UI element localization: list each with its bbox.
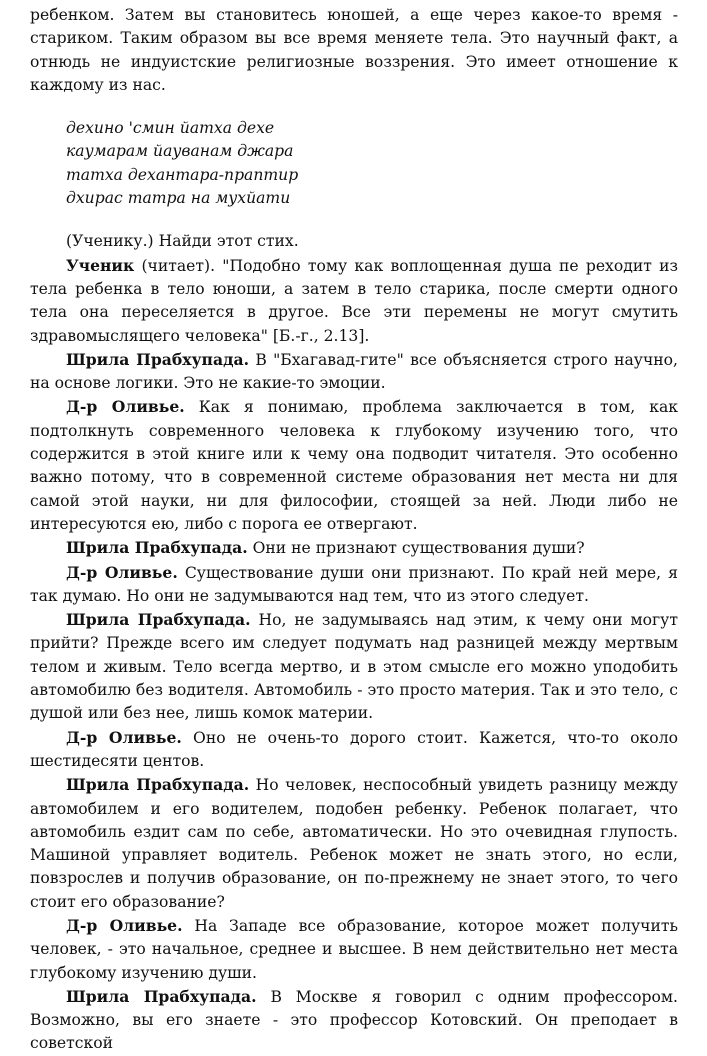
verse-line: каумарам йауванам джара <box>66 142 294 161</box>
verse-line: татха дехантара-праптир <box>66 165 299 184</box>
dialogue-paragraph <box>30 985 678 1056</box>
dialogue-paragraph <box>30 230 678 253</box>
sanskrit-verse <box>66 117 678 210</box>
speaker-name: Шрила Прабхупада. <box>66 610 251 630</box>
paragraph-text: Оно не очень-то дорого стоит. Кажется, что-то около шестидесяти центов. <box>30 728 678 770</box>
dialogue-paragraph <box>30 348 678 396</box>
speaker-name: Шрила Прабхупада. <box>66 538 248 558</box>
speaker-name: Д-р Оливье. <box>66 562 178 582</box>
paragraph-text: Но человек, неспособный увидеть разницу между автомобилем и его водителем, подобен ребенку. Ребенок полагает, что автомобиль ездит сам по себе, автоматически. Но это очевидная глупость. Машиной управляет водитель. Ребенок может не знать этого, но если, повзрослев и получив образование, он по-прежнему не знает этого, то чего стоит его образование? <box>30 776 678 911</box>
dialogue-paragraph <box>30 561 678 609</box>
paragraph-text: (читает). "Подобно тому как воплощенная душа пе реходит из тела ребенка в тело юноши, а затем в тело старика, после смерти одного тела она переселяется в другое. Все эти перемены не могут смутить здравомыслящего человека" [Б.-г., 2.13]. <box>30 256 678 345</box>
speaker-name: Шрила Прабхупада. <box>66 349 249 369</box>
paragraph-text: Но, не задумываясь над этим, к чему они могут прийти? Прежде всего им следует подумать над разницей между мертвым телом и живым. Тело всегда мертво, и в этом смысле его можно уподобить автомобилю без водителя. Автомобиль - это просто материя. Так и это тело, с душой или без нее, лишь комок материи. <box>30 611 678 723</box>
verse-line: дхирас татра на мухйати <box>66 189 291 208</box>
speaker-name: Шрила Прабхупада. <box>66 986 257 1006</box>
dialogue-paragraph <box>30 608 678 725</box>
opening-paragraph: ребенком. Затем вы становитесь юношей, а еще через какое-то время - стариком. Таким образом вы все время меняете тела. Это научный факт, а отнюдь не индуистские религиозные воззрения. Это имеет отношение к каждому из нас. <box>30 6 678 94</box>
dialogue-paragraph <box>30 773 678 914</box>
paragraph-text: Как я понимаю, проблема заключается в том, как подтолкнуть современного человека к глубокому изучению того, что содержится в этой книге или к чему она подводит читателя. Это особенно важно потому, что в современной системе образования нет места ни для самой этой науки, ни для философии, стоящей за ней. Люди либо не интересуются ею, либо с порога ее отвергают. <box>30 398 678 533</box>
paragraph-text: (Ученику.) Найди этот стих. <box>66 232 299 251</box>
speaker-name: Ученик <box>66 255 135 275</box>
paragraph-text: Они не признают существования души? <box>247 539 585 558</box>
verse-line: дехино 'смин йатха дехе <box>66 119 275 138</box>
speaker-name: Д-р Оливье. <box>66 727 182 747</box>
paragraph-text: В "Бхагавад-гите" все объясняется строго научно, на основе логики. Это не какие-то эмоции. <box>30 350 678 393</box>
speaker-name: Д-р Оливье. <box>66 915 183 935</box>
dialogue-paragraph <box>30 914 678 985</box>
paragraph-text: Существование души они признают. По край ней мере, я так думаю. Но они не задумываются над тем, что из этого следует. <box>30 563 678 605</box>
dialogue-paragraph <box>30 254 678 348</box>
paragraph-text: На Западе все образование, которое может получить человек, - это начальное, среднее и высшее. В нем действительно нет места глубокому изучению души. <box>30 916 678 982</box>
dialogue-paragraph <box>30 726 678 774</box>
document-page <box>30 4 678 1056</box>
dialogue-paragraph <box>30 536 678 560</box>
paragraph-text: В Москве я говорил с одним профессором. Возможно, вы его знаете - это профессор Котовский. Он преподает в советской <box>30 987 678 1053</box>
speaker-name: Д-р Оливье. <box>66 397 185 417</box>
speaker-name: Шрила Прабхупада. <box>66 775 250 795</box>
dialogue-paragraph <box>30 395 678 536</box>
